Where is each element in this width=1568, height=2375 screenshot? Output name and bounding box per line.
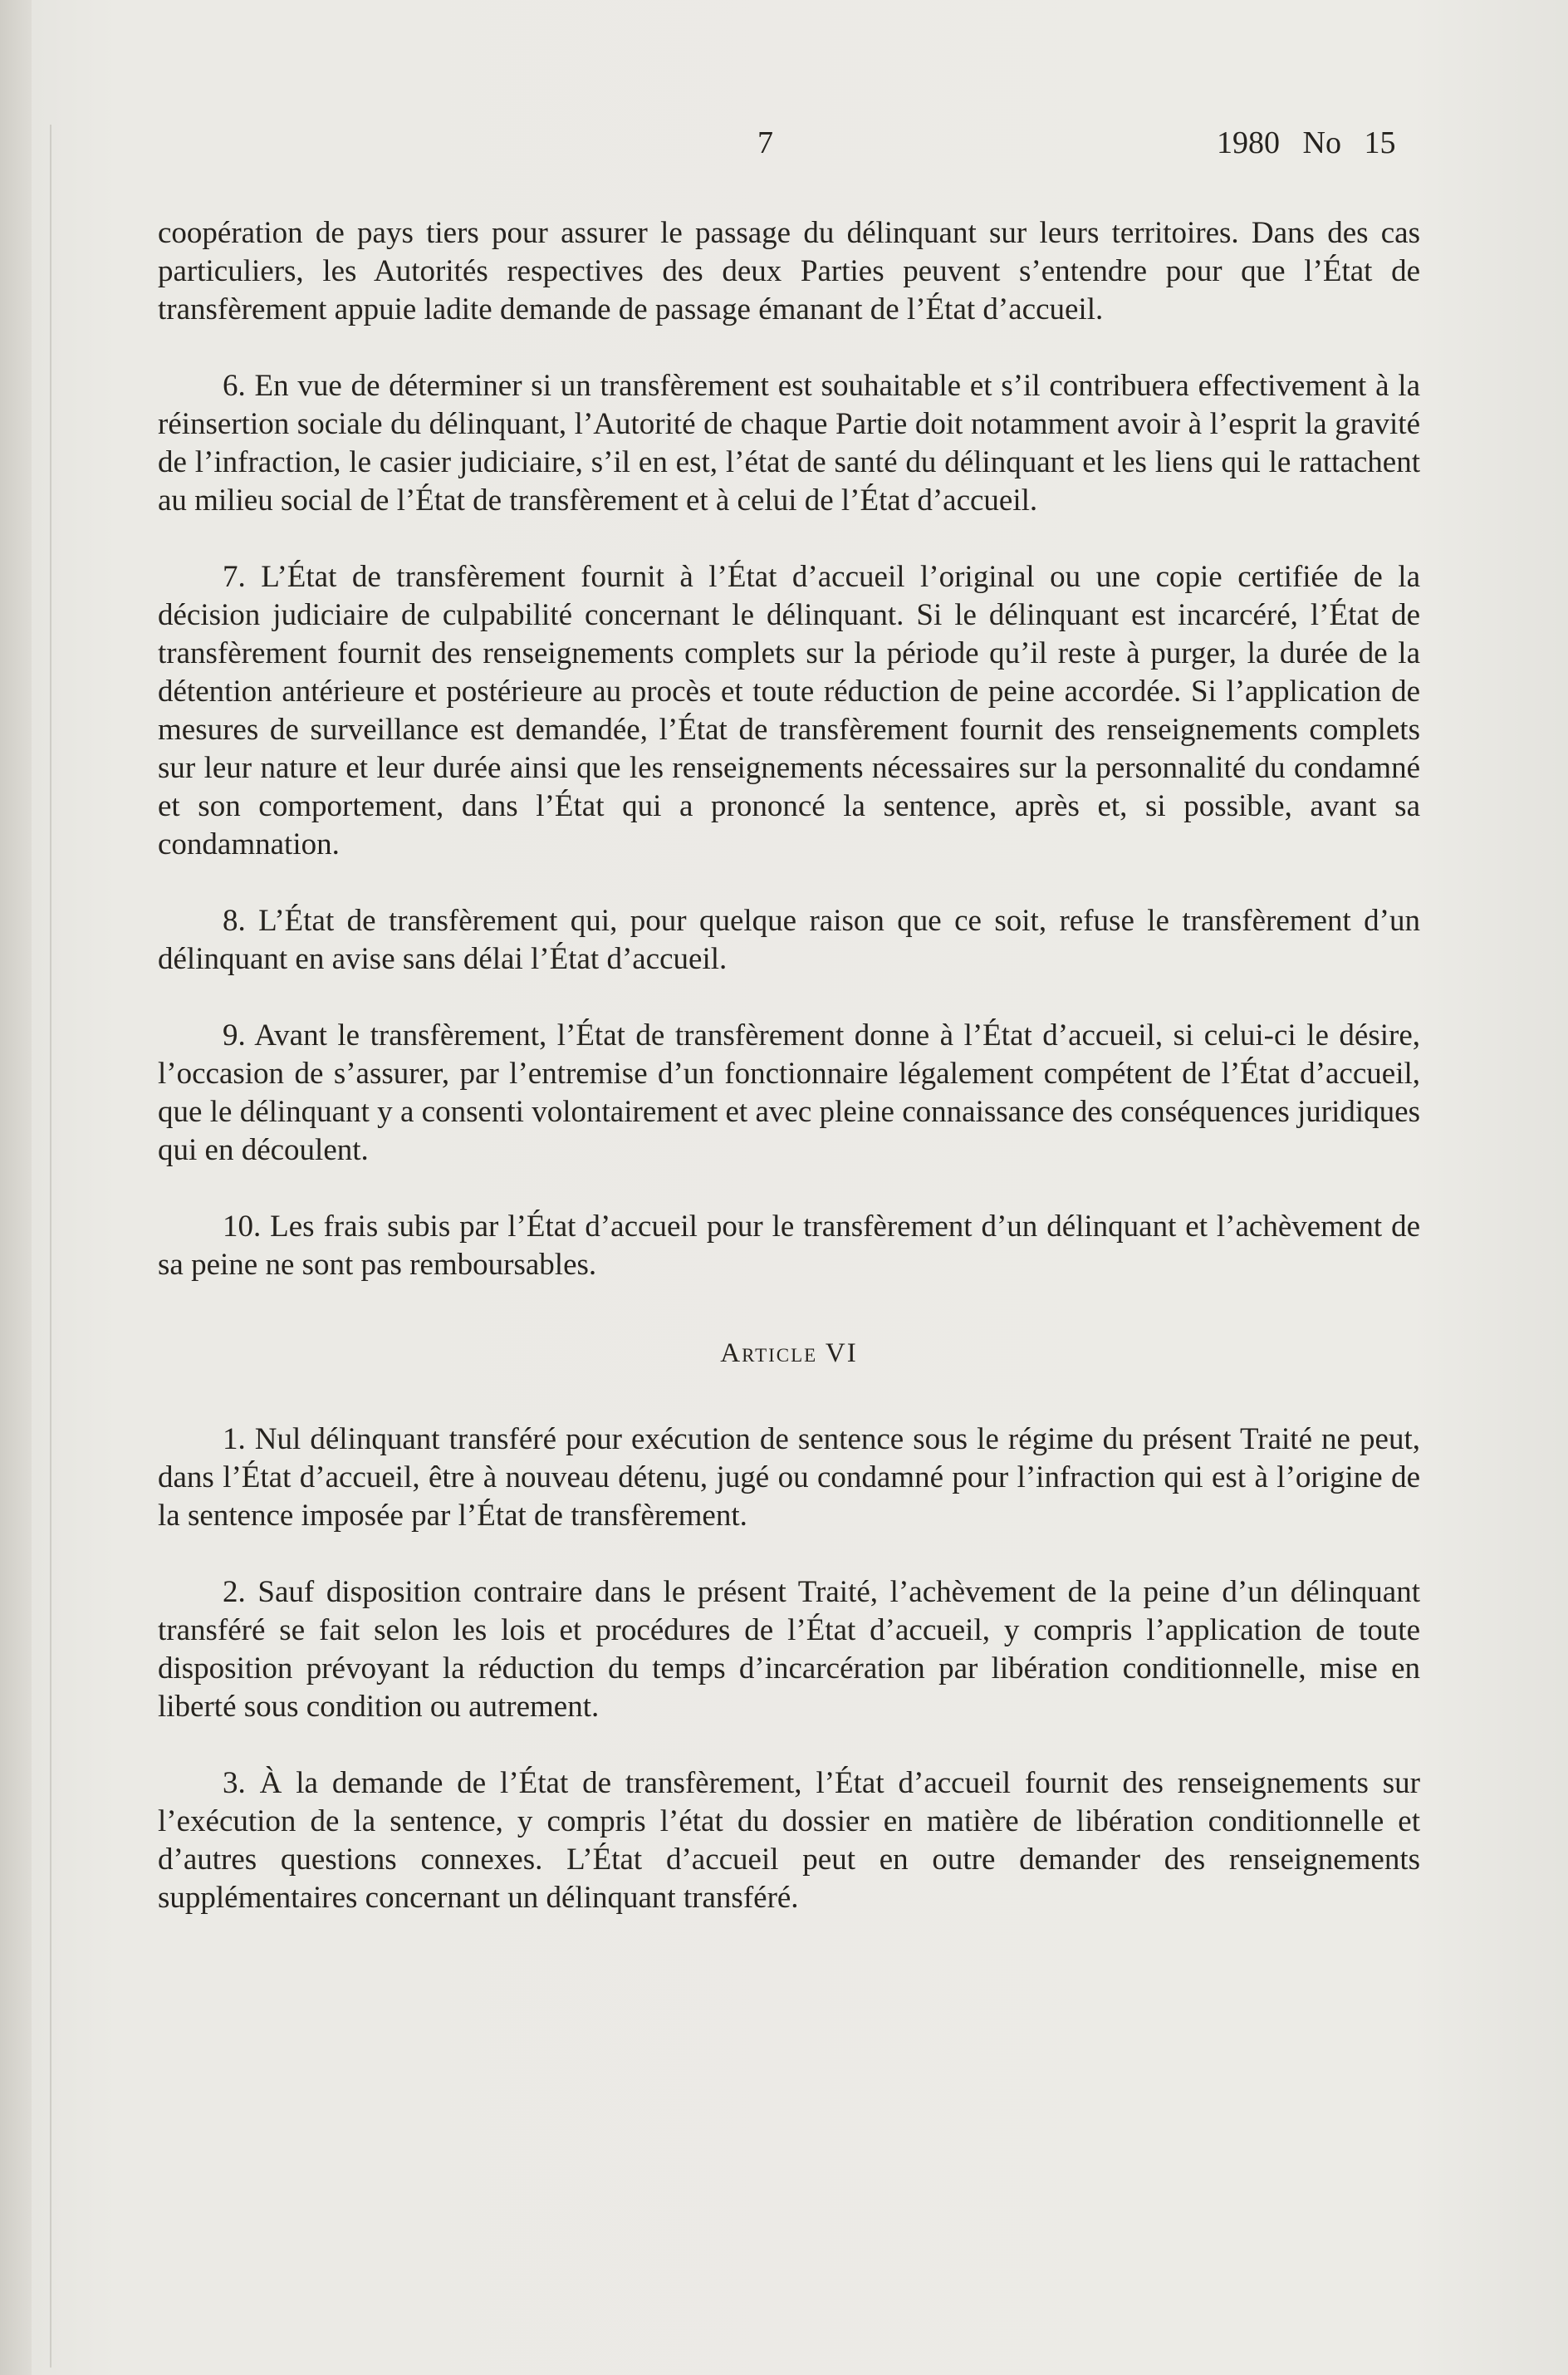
article-vi-paragraph-1: 1. Nul délinquant transféré pour exécution de sentence sous le régime du présent Traité ne peut, dans l’État d’accueil, être à nouveau détenu, jugé ou condamné pour l’infraction qui est à l’origine de la sentence imposée par l’État de transfèrement. <box>158 1422 1420 1533</box>
paragraph-continuation: coopération de pays tiers pour assurer le passage du délinquant sur leurs territoires. Dans des cas particuliers, les Autorités respectives des deux Parties peuvent s’entendre pour que l’État de transfèrement appuie ladite demande de passage émanant de l’État d’accueil. <box>158 216 1420 326</box>
paragraph-9: 9. Avant le transfèrement, l’État de transfèrement donne à l’État d’accueil, si celui-ci le désire, l’occasion de s’assurer, par l’entremise d’un fonctionnaire légalement compétent de l’État d’accueil, que le délinquant y a consenti volontairement et avec pleine connaissance des conséquences juridiques qui en découlent. <box>158 1018 1420 1167</box>
page-binding-edge <box>0 0 32 2375</box>
article-vi-paragraph-3: 3. À la demande de l’État de transfèrement, l’État d’accueil fournit des renseignements sur l’exécution de la sentence, y compris l’état du dossier en matière de libération conditionnelle et d’autres questions connexes. L’État d’accueil peut en outre demander des renseignements supplémentaires concernant un délinquant transféré. <box>158 1766 1420 1915</box>
page-fold-line <box>50 125 51 2368</box>
page-number: 7 <box>757 125 773 160</box>
article-heading: Article VI <box>720 1338 858 1368</box>
page-header <box>0 125 1568 174</box>
document-number: 1980 No 15 <box>1217 125 1396 160</box>
document-body <box>158 214 1420 1955</box>
paragraph-7: 7. L’État de transfèrement fournit à l’État d’accueil l’original ou une copie certifiée de la décision judiciaire de culpabilité concernant le délinquant. Si le délinquant est incarcéré, l’État de transfèrement fournit des renseignements complets sur la période qu’il reste à purger, la durée de la détention antérieure et postérieure au procès et toute réduction de peine accordée. Si l’application de mesures de surveillance est demandée, l’État de transfèrement fournit des renseignements complets sur leur nature et leur durée ainsi que les renseignements nécessaires sur la personnalité du condamné et son comportement, dans l’État qui a prononcé la sentence, après et, si possible, avant sa condamnation. <box>158 560 1420 861</box>
paragraph-6: 6. En vue de déterminer si un transfèrement est souhaitable et s’il contribuera effectivement à la réinsertion sociale du délinquant, l’Autorité de chaque Partie doit notamment avoir à l’esprit la gravité de l’infraction, le casier judiciaire, s’il en est, l’état de santé du délinquant et les liens qui le rattachent au milieu social de l’État de transfèrement et à celui de l’État d’accueil. <box>158 369 1420 518</box>
paragraph-10: 10. Les frais subis par l’État d’accueil pour le transfèrement d’un délinquant et l’achèvement de sa peine ne sont pas remboursables. <box>158 1210 1420 1282</box>
paragraph-8: 8. L’État de transfèrement qui, pour quelque raison que ce soit, refuse le transfèrement d’un délinquant en avise sans délai l’État d’accueil. <box>158 904 1420 976</box>
article-vi-paragraph-2: 2. Sauf disposition contraire dans le présent Traité, l’achèvement de la peine d’un délinquant transféré se fait selon les lois et procédures de l’État d’accueil, y compris l’application de toute disposition prévoyant la réduction du temps d’incarcération par libération conditionnelle, mise en liberté sous condition ou autrement. <box>158 1575 1420 1724</box>
